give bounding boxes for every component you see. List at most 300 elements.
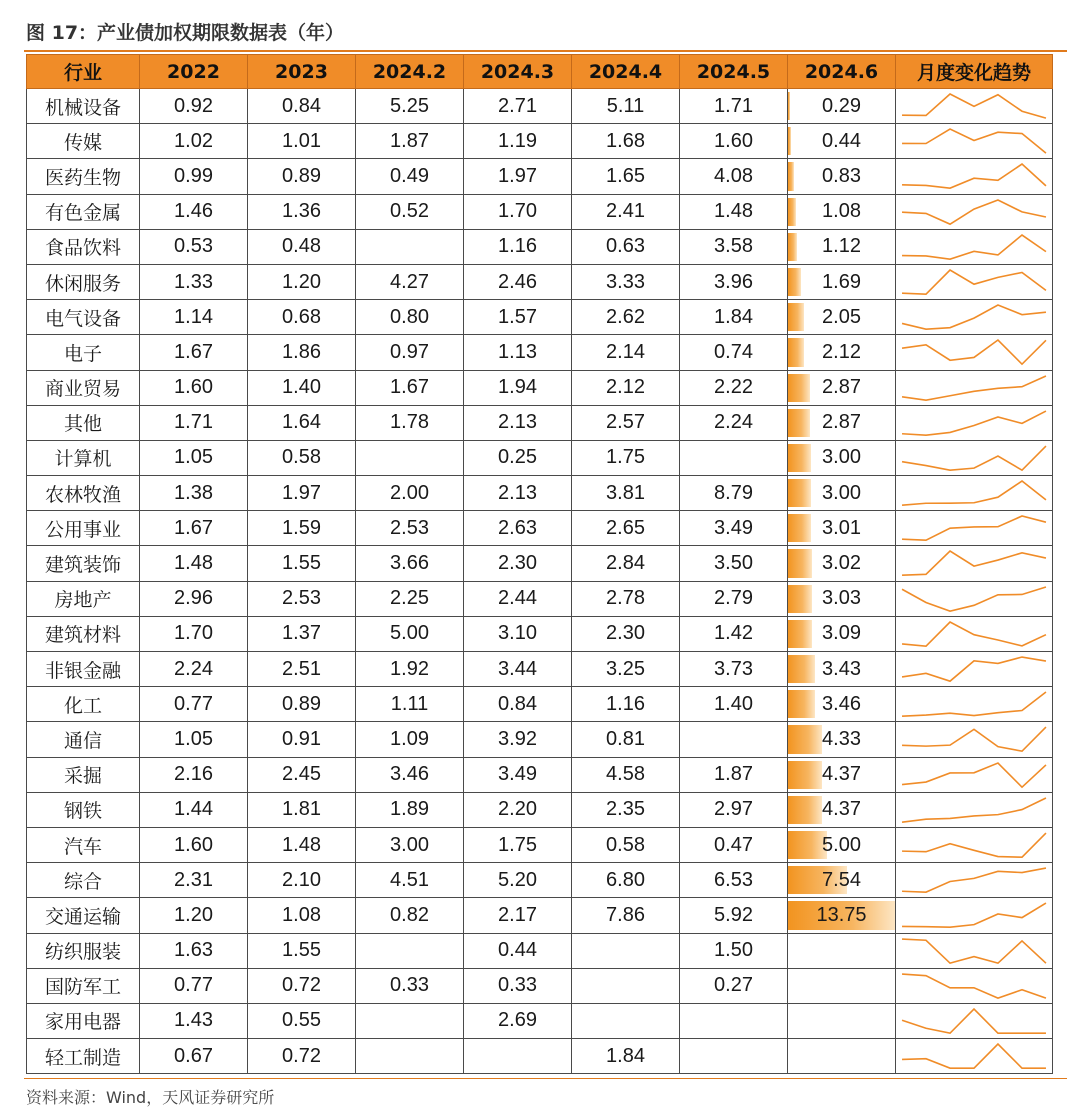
value-cell: 3.81 [572,476,680,511]
value-cell: 0.55 [248,1003,356,1038]
value-cell: 0.33 [464,968,572,1003]
value-cell: 4.51 [356,863,464,898]
value-cell: 1.38 [140,476,248,511]
sparkline-path [902,94,1046,118]
value-cell [464,1039,572,1074]
value-cell: 2.10 [248,863,356,898]
trend-cell [896,229,1053,264]
header-2024-3: 2024.3 [464,55,572,89]
value-cell: 3.10 [464,616,572,651]
trend-cell [896,511,1053,546]
value-cell: 1.97 [464,159,572,194]
trend-cell [896,827,1053,862]
value-bar-cell [788,933,896,968]
sparkline-path [902,235,1046,259]
value-cell: 1.57 [464,300,572,335]
value-cell: 2.41 [572,194,680,229]
industry-cell: 休闲服务 [27,264,140,299]
value-cell: 1.16 [572,687,680,722]
value-bar-cell [788,652,896,687]
value-bar-cell [788,405,896,440]
value-cell: 0.27 [680,968,788,1003]
sparkline [896,722,1052,756]
value-cell: 0.49 [356,159,464,194]
value-cell: 2.13 [464,405,572,440]
sparkline-path [902,974,1046,998]
header-row [27,55,1053,89]
value-bar-cell [788,300,896,335]
sparkline [896,969,1052,1003]
value-cell: 2.53 [248,581,356,616]
value-cell: 1.48 [680,194,788,229]
table-row [27,687,1053,722]
value-cell: 0.68 [248,300,356,335]
trend-cell [896,792,1053,827]
value-cell [680,722,788,757]
value-cell: 0.63 [572,229,680,264]
value-cell: 1.84 [572,1039,680,1074]
value-cell: 1.36 [248,194,356,229]
table-row [27,898,1053,933]
value-cell: 2.17 [464,898,572,933]
value-cell: 2.12 [572,370,680,405]
value-cell [680,1039,788,1074]
table-row [27,1039,1053,1074]
table-row [27,863,1053,898]
value-cell: 0.67 [140,1039,248,1074]
sparkline [896,406,1052,440]
sparkline-path [902,587,1046,611]
value-cell: 1.11 [356,687,464,722]
industry-cell: 通信 [27,722,140,757]
value-cell: 6.80 [572,863,680,898]
value-cell: 1.60 [680,124,788,159]
value-text: 7.54 [822,868,861,891]
value-bar-cell [788,159,896,194]
value-cell: 1.43 [140,1003,248,1038]
value-cell: 1.75 [572,440,680,475]
sparkline [896,617,1052,651]
value-cell: 2.31 [140,863,248,898]
value-cell: 1.19 [464,124,572,159]
value-cell: 1.50 [680,933,788,968]
value-cell: 3.25 [572,652,680,687]
value-cell: 1.46 [140,194,248,229]
value-cell: 2.20 [464,792,572,827]
sparkline [896,300,1052,334]
value-cell: 1.09 [356,722,464,757]
table-row [27,616,1053,651]
value-cell: 1.13 [464,335,572,370]
value-cell: 2.65 [572,511,680,546]
value-text: 13.75 [816,903,867,926]
value-cell: 2.14 [572,335,680,370]
value-cell: 1.70 [140,616,248,651]
sparkline [896,793,1052,827]
value-cell: 0.89 [248,159,356,194]
value-cell [572,968,680,1003]
value-text: 1.12 [822,235,861,258]
value-cell: 2.51 [248,652,356,687]
sparkline-path [902,340,1046,364]
value-cell: 2.25 [356,581,464,616]
value-cell [680,1003,788,1038]
table-row [27,370,1053,405]
value-cell: 1.87 [356,124,464,159]
value-text: 2.87 [822,411,861,434]
value-cell [356,440,464,475]
sparkline [896,863,1052,897]
sparkline [896,828,1052,862]
value-cell: 0.53 [140,229,248,264]
industry-cell: 农林牧渔 [27,476,140,511]
value-cell: 2.35 [572,792,680,827]
value-bar-cell [788,1039,896,1074]
industry-cell: 综合 [27,863,140,898]
value-bar-cell [788,335,896,370]
value-text: 3.46 [822,692,861,715]
industry-cell: 建筑装饰 [27,546,140,581]
value-cell: 1.97 [248,476,356,511]
value-cell [356,1039,464,1074]
value-cell: 1.86 [248,335,356,370]
sparkline [896,898,1052,932]
table-row [27,722,1053,757]
trend-cell [896,968,1053,1003]
sparkline-path [902,727,1046,751]
value-text: 0.29 [822,94,861,117]
value-cell: 0.52 [356,194,464,229]
value-text: 4.37 [822,763,861,786]
sparkline-path [902,763,1046,787]
value-cell: 1.42 [680,616,788,651]
value-bar-cell [788,792,896,827]
value-cell: 2.84 [572,546,680,581]
value-cell: 0.33 [356,968,464,1003]
sparkline [896,89,1052,123]
value-text: 3.09 [822,622,861,645]
sparkline-path [902,833,1046,857]
sparkline-path [902,1009,1046,1033]
industry-cell: 机械设备 [27,89,140,124]
sparkline-path [902,516,1046,540]
value-cell: 1.44 [140,792,248,827]
trend-cell [896,405,1053,440]
trend-cell [896,335,1053,370]
source-note: 资料来源：Wind，天风证券研究所 [26,1088,275,1107]
trend-cell [896,722,1053,757]
value-cell: 1.05 [140,722,248,757]
value-cell: 2.13 [464,476,572,511]
trend-cell [896,194,1053,229]
trend-cell [896,898,1053,933]
value-text: 1.08 [822,200,861,223]
header-2024-5: 2024.5 [680,55,788,89]
value-cell: 2.96 [140,581,248,616]
industry-cell: 计算机 [27,440,140,475]
sparkline [896,511,1052,545]
value-cell: 1.48 [140,546,248,581]
trend-cell [896,933,1053,968]
table-row [27,89,1053,124]
table-row [27,335,1053,370]
sparkline [896,441,1052,475]
table-row [27,511,1053,546]
value-text: 3.00 [822,446,861,469]
value-cell: 1.40 [248,370,356,405]
value-cell: 2.22 [680,370,788,405]
value-cell: 2.71 [464,89,572,124]
value-cell: 3.44 [464,652,572,687]
value-cell: 5.11 [572,89,680,124]
value-cell: 1.71 [140,405,248,440]
sparkline-path [902,270,1046,294]
industry-cell: 交通运输 [27,898,140,933]
value-cell [356,229,464,264]
value-text: 0.83 [822,164,861,187]
top-divider [24,50,1067,52]
industry-cell: 有色金属 [27,194,140,229]
value-cell: 5.00 [356,616,464,651]
sparkline-path [902,798,1046,822]
trend-cell [896,1003,1053,1038]
sparkline-path [902,376,1046,400]
value-bar-cell [788,1003,896,1038]
value-cell: 1.14 [140,300,248,335]
value-cell [356,1003,464,1038]
value-cell: 3.00 [356,827,464,862]
trend-cell [896,1039,1053,1074]
table-row [27,300,1053,335]
industry-cell: 家用电器 [27,1003,140,1038]
sparkline-path [902,868,1046,892]
value-cell: 0.99 [140,159,248,194]
sparkline-path [902,1044,1046,1068]
value-text: 5.00 [822,833,861,856]
value-bar-cell [788,827,896,862]
value-bar-cell [788,476,896,511]
value-cell: 1.78 [356,405,464,440]
trend-cell [896,89,1053,124]
header-industry: 行业 [27,55,140,89]
trend-cell [896,616,1053,651]
header-2024-2: 2024.2 [356,55,464,89]
header-2024-4: 2024.4 [572,55,680,89]
value-cell: 3.49 [464,757,572,792]
value-cell [356,933,464,968]
sparkline-path [902,129,1046,153]
value-text: 2.05 [822,305,861,328]
value-cell: 1.20 [140,898,248,933]
value-text: 2.12 [822,340,861,363]
sparkline [896,265,1052,299]
header-trend: 月度变化趋势 [896,55,1053,89]
trend-cell [896,652,1053,687]
value-cell: 1.20 [248,264,356,299]
sparkline [896,934,1052,968]
header-2022: 2022 [140,55,248,89]
industry-cell: 公用事业 [27,511,140,546]
trend-cell [896,476,1053,511]
value-bar-cell [788,511,896,546]
value-cell: 0.92 [140,89,248,124]
value-cell: 2.62 [572,300,680,335]
sparkline-path [902,200,1046,224]
value-cell: 0.47 [680,827,788,862]
table-row [27,1003,1053,1038]
industry-cell: 其他 [27,405,140,440]
value-text: 1.69 [822,270,861,293]
industry-cell: 食品饮料 [27,229,140,264]
value-cell: 3.49 [680,511,788,546]
value-cell: 1.59 [248,511,356,546]
industry-cell: 钢铁 [27,792,140,827]
table-row [27,159,1053,194]
sparkline-path [902,622,1046,646]
industry-cell: 汽车 [27,827,140,862]
value-text: 3.00 [822,481,861,504]
value-cell: 6.53 [680,863,788,898]
value-text: 4.37 [822,798,861,821]
industry-cell: 化工 [27,687,140,722]
value-cell: 3.58 [680,229,788,264]
value-cell: 1.89 [356,792,464,827]
trend-cell [896,124,1053,159]
value-cell: 0.58 [248,440,356,475]
table-row [27,405,1053,440]
value-cell: 2.69 [464,1003,572,1038]
value-bar-cell [788,722,896,757]
value-bar-cell [788,581,896,616]
trend-cell [896,863,1053,898]
value-text: 3.02 [822,552,861,575]
table-row [27,757,1053,792]
value-cell: 1.08 [248,898,356,933]
value-cell: 1.81 [248,792,356,827]
value-cell: 0.84 [248,89,356,124]
industry-cell: 轻工制造 [27,1039,140,1074]
value-cell: 0.84 [464,687,572,722]
value-text: 3.01 [822,516,861,539]
sparkline-path [902,939,1046,963]
table-row [27,933,1053,968]
value-cell: 2.57 [572,405,680,440]
value-cell: 5.92 [680,898,788,933]
trend-cell [896,159,1053,194]
sparkline [896,230,1052,264]
table-row [27,968,1053,1003]
bottom-divider [24,1078,1067,1079]
value-cell: 5.25 [356,89,464,124]
sparkline-path [902,692,1046,716]
table-row [27,194,1053,229]
value-cell: 1.05 [140,440,248,475]
value-bar-cell [788,863,896,898]
sparkline-path [902,551,1046,575]
trend-cell [896,370,1053,405]
sparkline [896,1004,1052,1038]
industry-cell: 纺织服装 [27,933,140,968]
trend-cell [896,581,1053,616]
industry-cell: 传媒 [27,124,140,159]
value-text: 4.33 [822,727,861,750]
value-cell: 1.37 [248,616,356,651]
value-cell: 1.65 [572,159,680,194]
value-text: 3.43 [822,657,861,680]
value-cell: 0.58 [572,827,680,862]
duration-table [26,54,1053,1074]
table-title: 图 17：产业债加权期限数据表（年） [26,22,345,44]
table-row [27,440,1053,475]
trend-cell [896,440,1053,475]
value-bar-cell [788,687,896,722]
sparkline [896,1039,1052,1073]
value-bar-cell [788,440,896,475]
value-cell: 1.94 [464,370,572,405]
value-cell: 2.79 [680,581,788,616]
table-row [27,124,1053,159]
value-bar-cell [788,89,896,124]
table-row [27,546,1053,581]
value-cell: 0.44 [464,933,572,968]
value-bar-cell [788,370,896,405]
value-bar-cell [788,264,896,299]
industry-cell: 医药生物 [27,159,140,194]
value-cell: 1.40 [680,687,788,722]
value-cell: 3.96 [680,264,788,299]
value-cell: 0.77 [140,968,248,1003]
industry-cell: 采掘 [27,757,140,792]
trend-cell [896,546,1053,581]
value-cell: 1.64 [248,405,356,440]
value-cell: 2.24 [680,405,788,440]
value-cell: 0.91 [248,722,356,757]
value-cell: 1.71 [680,89,788,124]
industry-cell: 房地产 [27,581,140,616]
value-cell: 2.30 [464,546,572,581]
value-cell: 7.86 [572,898,680,933]
table-body [27,89,1053,1074]
trend-cell [896,300,1053,335]
trend-cell [896,757,1053,792]
industry-cell: 电气设备 [27,300,140,335]
value-cell: 0.77 [140,687,248,722]
table-row [27,652,1053,687]
value-cell: 1.02 [140,124,248,159]
value-bar-cell [788,968,896,1003]
value-cell: 0.97 [356,335,464,370]
value-cell: 0.89 [248,687,356,722]
value-cell: 0.81 [572,722,680,757]
table-row [27,581,1053,616]
trend-cell [896,264,1053,299]
industry-cell: 电子 [27,335,140,370]
value-cell: 1.48 [248,827,356,862]
industry-cell: 非银金融 [27,652,140,687]
sparkline-path [902,411,1046,435]
value-cell: 1.68 [572,124,680,159]
value-cell: 2.44 [464,581,572,616]
sparkline-path [902,903,1046,927]
value-cell: 1.55 [248,546,356,581]
value-cell: 1.75 [464,827,572,862]
sparkline-path [902,164,1046,188]
value-cell: 1.16 [464,229,572,264]
header-2024-6: 2024.6 [788,55,896,89]
sparkline-path [902,305,1046,329]
sparkline [896,687,1052,721]
value-cell: 8.79 [680,476,788,511]
